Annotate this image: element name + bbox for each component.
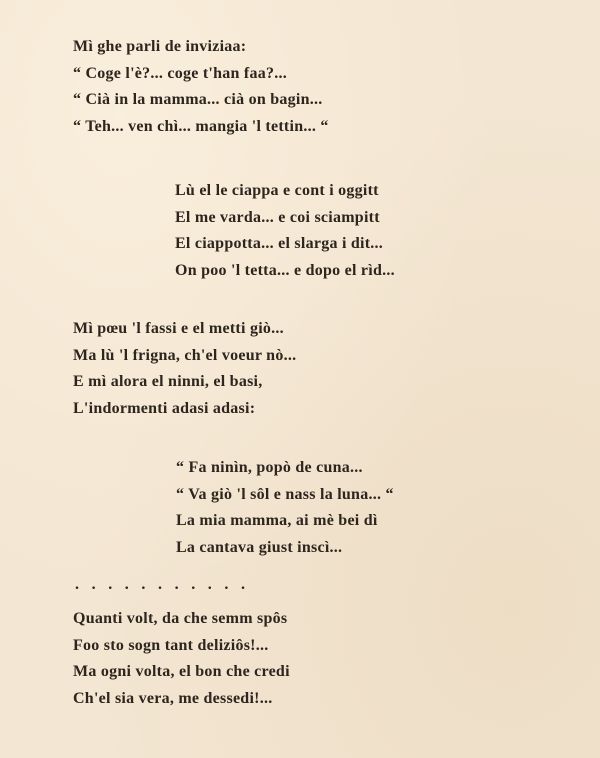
poem-line: Quanti volt, da che semm spôs (73, 610, 288, 627)
poem-line: “ Cià in la mamma... cià on bagin... (73, 91, 323, 108)
poem-line: Ch'el sia vera, me dessedi!... (73, 689, 273, 707)
poem-line: Mì pœu 'l fassi e el metti giò... (73, 320, 284, 337)
poem-line: Foo sto sogn tant deliziôs!... (73, 636, 269, 654)
poem-line: Ma ogni volta, el bon che credi (73, 663, 290, 680)
poem-line: La mia mamma, ai mè bei dì (176, 512, 378, 529)
poem-line: Lù el le ciappa e cont i oggitt (175, 182, 379, 199)
stanza-3 (73, 316, 296, 422)
poem-line: “ Coge l'è?... coge t'han faa?... (73, 64, 287, 82)
stanza-2 (175, 178, 395, 284)
poem-line: La cantava giust inscì... (176, 538, 343, 556)
poem-line: “ Va giò 'l sôl e nass la luna... “ (176, 485, 394, 503)
poem-line: L'indormenti adasi adasi: (73, 399, 256, 417)
poem-line: Ma lù 'l frigna, ch'el voeur nò... (73, 346, 297, 364)
poem-line: “ Teh... ven chì... mangia 'l tettin... “ (73, 117, 329, 135)
poem-line: E mì alora el ninni, el basi, (73, 373, 263, 390)
stanza-4 (176, 455, 394, 561)
dotted-separator: ........... (75, 576, 258, 593)
poem-line: On poo 'l tetta... e dopo el rìd... (175, 261, 395, 279)
stanza-5 (73, 606, 290, 712)
poem-line: El me varda... e coi sciampitt (175, 208, 380, 226)
stanza-1 (73, 34, 329, 140)
poem-line: “ Fa ninìn, popò de cuna... (176, 459, 363, 476)
poem-line: El ciappotta... el slarga i dit... (175, 235, 384, 252)
poem-line: Mì ghe parli de inviziaa: (73, 38, 247, 55)
